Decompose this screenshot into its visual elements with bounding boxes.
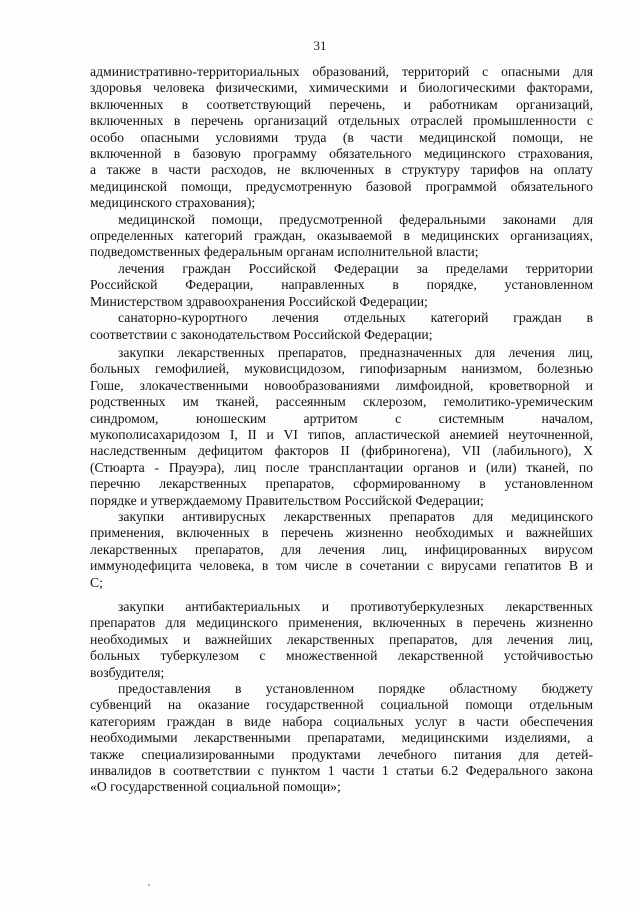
text-line: Министерством здравоохранения Российской Федерации;	[90, 293, 428, 309]
text-line: здоровья человека физическими, химическими и биологическими факторами,	[90, 80, 593, 96]
text-line: перечню лекарственных препаратов, сформированному в установленном	[90, 476, 593, 492]
paragraph	[90, 310, 593, 343]
text-line: закупки лекарственных препаратов, предназначенных для лечения лиц,	[118, 344, 593, 360]
text-line: субвенций на оказание государственной социальной помощи отдельным	[90, 697, 593, 713]
scan-speck	[148, 884, 150, 886]
text-line: C;	[90, 574, 103, 590]
text-line: закупки антивирусных лекарственных препаратов для медицинского	[118, 508, 593, 524]
paragraph	[90, 345, 593, 509]
text-line: включенных в перечень организаций отдельных отраслей промышленности с	[90, 113, 593, 129]
paragraph	[90, 64, 593, 212]
text-line: административно-территориальных образований, территорий с опасными для	[90, 64, 593, 79]
page-number: 31	[313, 38, 327, 53]
text-line: больных гемофилией, муковисцидозом, гипофизарным нанизмом, болезнью	[90, 361, 593, 377]
text-line: медицинского страхования);	[90, 195, 256, 211]
text-line: соответствии с законодательством Российской Федерации;	[90, 326, 433, 342]
text-line: (Стюарта - Прауэра), лиц после трансплантации органов и (или) тканей, по	[90, 459, 593, 475]
text-line: инвалидов в соответствии с пунктом 1 части 1 статьи 6.2 Федерального закона	[90, 763, 593, 779]
text-line: закупки антибактериальных и противотуберкулезных лекарственных	[118, 599, 593, 614]
paragraph	[90, 681, 593, 796]
text-line: также специализированными продуктами лечебного питания для детей-	[90, 746, 593, 762]
text-line: порядке и утверждаемому Правительством Российской Федерации;	[90, 492, 484, 508]
text-line: подведомственных федеральным органам исполнительной власти;	[90, 244, 479, 260]
text-line: особо опасными условиями труда (в части медицинской помощи, не	[90, 129, 593, 145]
text-line: мукополисахаридозом I, II и VI типов, апластической анемией неуточненной,	[90, 426, 593, 442]
text-line: необходимыми лекарственными препаратами, медицинскими изделиями, а	[90, 730, 593, 746]
text-line: препаратов для медицинского применения, включенных в перечень жизненно	[90, 615, 593, 631]
text-line: определенных категорий граждан, оказываемой в медицинских организациях,	[90, 228, 593, 244]
text-line: медицинской помощи, предусмотренной федеральными законами для	[118, 211, 593, 227]
paragraph	[90, 261, 593, 310]
text-line: необходимых и важнейших лекарственных препаратов, для лечения лиц,	[90, 631, 593, 647]
paragraph	[90, 509, 593, 591]
text-line: синдромом, юношеским артритом с системным началом,	[90, 410, 593, 426]
text-line: больных туберкулезом с множественной лекарственной устойчивостью	[90, 648, 593, 664]
text-line: категориям граждан в виде набора социальных услуг в части обеспечения	[90, 713, 593, 729]
text-line: возбудителя;	[90, 664, 165, 680]
text-line: включенной в базовую программу обязательного медицинского страхования,	[90, 146, 593, 162]
text-line: санаторно-курортного лечения отдельных категорий граждан в	[118, 310, 593, 326]
text-line: медицинской помощи, предусмотренную базовой программой обязательного	[90, 178, 593, 194]
paragraph	[90, 212, 593, 261]
text-line: лекарственных препаратов, для лечения лиц, инфицированных вирусом	[90, 541, 593, 557]
text-line: лечения граждан Российской Федерации за пределами территории	[118, 260, 593, 276]
text-line: применения, включенных в перечень жизненно необходимых и важнейших	[90, 525, 593, 541]
text-line: наследственным дефицитом факторов II (фибриногена), VII (лабильного), X	[90, 443, 593, 459]
text-line: Российской Федерации, направленных в порядке, установленном	[90, 277, 593, 293]
text-line: включенных в соответствующий перечень, и работникам организаций,	[90, 96, 593, 112]
text-line: предоставления в установленном порядке областному бюджету	[118, 681, 593, 697]
text-line: «О государственной социальной помощи»;	[90, 779, 341, 795]
document-body	[90, 64, 593, 796]
text-line: иммунодефицита человека, в том числе в сочетании с вирусами гепатитов B и	[90, 558, 593, 574]
paragraph	[90, 599, 593, 681]
text-line: Гоше, злокачественными новообразованиями лимфоидной, кроветворной и	[90, 377, 593, 393]
text-line: родственных им тканей, рассеянным склерозом, гемолитико-уремическим	[90, 394, 593, 410]
text-line: а также в части расходов, не включенных в структуру тарифов на оплату	[90, 162, 593, 178]
